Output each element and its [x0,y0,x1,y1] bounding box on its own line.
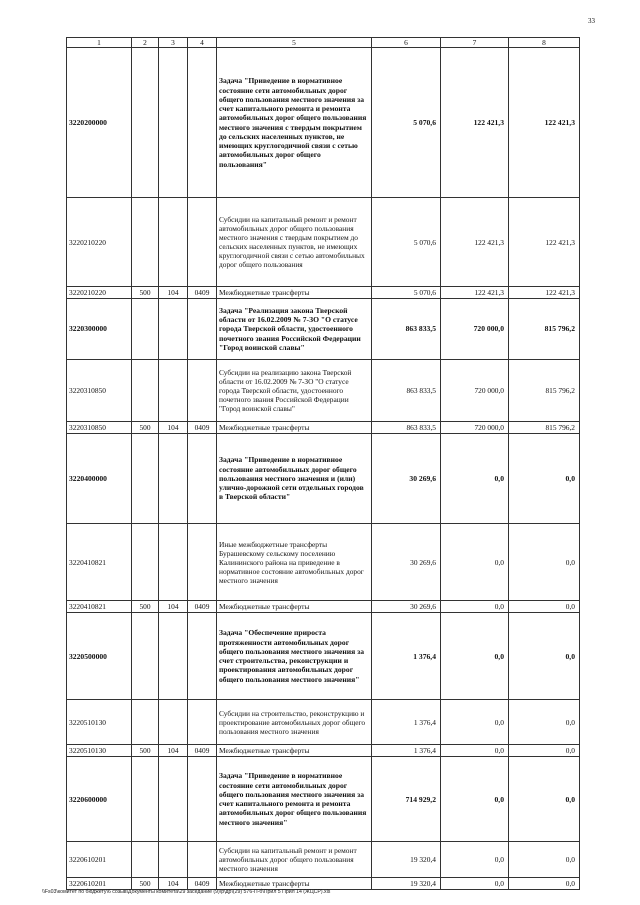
amount-col6-cell: 863 833,5 [372,299,441,360]
amount-col8-cell: 122 421,3 [509,198,580,287]
amount-col6-cell: 30 269,6 [372,524,441,601]
amount-col8-cell: 122 421,3 [509,287,580,299]
section-cell: 104 [159,422,188,434]
section-cell: 104 [159,287,188,299]
budget-code-cell: 3220410821 [67,601,132,613]
amount-col6-cell: 30 269,6 [372,601,441,613]
expense-type-cell [132,434,159,524]
amount-col8-cell: 0,0 [509,757,580,842]
amount-col6-cell: 19 320,4 [372,878,441,890]
amount-col6-cell: 1 376,4 [372,613,441,700]
column-header: 3 [159,38,188,48]
subsection-cell [188,198,217,287]
amount-col8-cell: 0,0 [509,878,580,890]
budget-code-cell: 3220210220 [67,198,132,287]
expense-type-cell [132,757,159,842]
column-header: 6 [372,38,441,48]
expense-type-cell [132,299,159,360]
page-number: 33 [588,17,595,25]
section-cell [159,434,188,524]
description-cell: Межбюджетные трансферты [217,422,372,434]
description-cell: Субсидии на строительство, реконструкцию и проектирование автомобильных дорог общего пользования местного значения [217,700,372,745]
subsidy-row [67,524,580,601]
subsection-cell: 0409 [188,422,217,434]
amount-col8-cell: 815 796,2 [509,299,580,360]
column-header-row [67,38,580,48]
budget-code-cell: 3220510130 [67,700,132,745]
expense-type-cell [132,524,159,601]
column-header: 2 [132,38,159,48]
section-cell [159,700,188,745]
section-cell: 104 [159,745,188,757]
expense-type-cell [132,198,159,287]
amount-col8-cell: 0,0 [509,745,580,757]
amount-col7-cell: 0,0 [441,700,509,745]
subsection-cell [188,524,217,601]
budget-code-cell: 3220300000 [67,299,132,360]
amount-col8-cell: 0,0 [509,842,580,878]
budget-code-cell: 3220310850 [67,422,132,434]
amount-col8-cell: 122 421,3 [509,48,580,198]
amount-col7-cell: 122 421,3 [441,198,509,287]
subsection-cell [188,299,217,360]
section-cell: 104 [159,601,188,613]
column-header: 7 [441,38,509,48]
section-cell [159,757,188,842]
amount-col6-cell: 19 320,4 [372,842,441,878]
amount-col7-cell: 0,0 [441,434,509,524]
expense-type-cell [132,360,159,422]
amount-col8-cell: 0,0 [509,613,580,700]
budget-code-cell: 3220200000 [67,48,132,198]
subsection-cell [188,48,217,198]
column-header: 5 [217,38,372,48]
amount-col6-cell: 863 833,5 [372,360,441,422]
amount-col8-cell: 815 796,2 [509,422,580,434]
transfer-row [67,878,580,890]
description-cell: Задача "Приведение в нормативное состояние автомобильных дорог общего пользования местного значения и (или) улично-дорожной сети отдельных городов в Тверской области" [217,434,372,524]
transfer-row [67,745,580,757]
amount-col7-cell: 720 000,0 [441,360,509,422]
amount-col8-cell: 815 796,2 [509,360,580,422]
section-cell [159,299,188,360]
expense-type-cell: 500 [132,878,159,890]
budget-code-cell: 3220410821 [67,524,132,601]
budget-code-cell: 3220310850 [67,360,132,422]
subsidy-row [67,700,580,745]
amount-col7-cell: 0,0 [441,842,509,878]
section-cell [159,360,188,422]
budget-code-cell: 3220400000 [67,434,132,524]
description-cell: Задача "Приведение в нормативное состояние сети автомобильных дорог общего пользования местного значения за счет капитального ремонта и ремонта автомобильных дорог общего пользования местного значения с твердым покрытием до сельских населенных пунктов, не имеющих круглогодичной связи с сетью автомобильных дорог общего пользования" [217,48,372,198]
section-cell [159,48,188,198]
subsection-cell: 0409 [188,878,217,890]
expense-type-cell [132,613,159,700]
column-header: 4 [188,38,217,48]
subsection-cell: 0409 [188,601,217,613]
task-row [67,299,580,360]
amount-col6-cell: 5 070,6 [372,48,441,198]
task-row [67,757,580,842]
transfer-row [67,601,580,613]
description-cell: Субсидии на реализацию закона Тверской области от 16.02.2009 № 7-ЗО "О статусе города Тверской области, удостоенного почетного звания Российской Федерации "Город воинской славы" [217,360,372,422]
description-cell: Иные межбюджетные трансферты Бурашевскому сельскому поселению Калининского района на приведение в нормативное состояние автомобильных дорог местного значения [217,524,372,601]
amount-col7-cell: 720 000,0 [441,299,509,360]
subsidy-row [67,842,580,878]
subsection-cell [188,360,217,422]
section-cell [159,524,188,601]
budget-code-cell: 3220510130 [67,745,132,757]
description-cell: Межбюджетные трансферты [217,601,372,613]
amount-col6-cell: 1 376,4 [372,700,441,745]
budget-code-cell: 3220500000 [67,613,132,700]
budget-table [66,37,580,890]
expense-type-cell: 500 [132,287,159,299]
section-cell: 104 [159,878,188,890]
amount-col7-cell: 122 421,3 [441,287,509,299]
amount-col6-cell: 5 070,6 [372,198,441,287]
amount-col7-cell: 0,0 [441,878,509,890]
task-row [67,434,580,524]
expense-type-cell: 500 [132,422,159,434]
description-cell: Межбюджетные трансферты [217,287,372,299]
file-path-footer: \\Fs03\комитет по бюджету\6 созыв\Документы комитета\29 заседание (9)\р\др\(29) 576-П-б\Прил 5 Прил 14 (ЖЦСР).xls [42,889,331,895]
expense-type-cell [132,700,159,745]
subsidy-row [67,198,580,287]
section-cell [159,842,188,878]
budget-code-cell: 3220210220 [67,287,132,299]
amount-col7-cell: 0,0 [441,757,509,842]
column-header: 8 [509,38,580,48]
amount-col6-cell: 30 269,6 [372,434,441,524]
amount-col6-cell: 863 833,5 [372,422,441,434]
amount-col8-cell: 0,0 [509,524,580,601]
expense-type-cell [132,48,159,198]
amount-col7-cell: 720 000,0 [441,422,509,434]
amount-col7-cell: 0,0 [441,524,509,601]
amount-col6-cell: 1 376,4 [372,745,441,757]
subsection-cell [188,700,217,745]
transfer-row [67,287,580,299]
subsection-cell [188,434,217,524]
amount-col7-cell: 0,0 [441,745,509,757]
description-cell: Задача "Обеспечение прироста протяженности автомобильных дорог общего пользования местного значения за счет строительства, реконструкции и проектирования автомобильных дорог общего пользования местного значения" [217,613,372,700]
amount-col6-cell: 714 929,2 [372,757,441,842]
amount-col7-cell: 122 421,3 [441,48,509,198]
task-row [67,613,580,700]
section-cell [159,613,188,700]
subsection-cell: 0409 [188,287,217,299]
description-cell: Субсидии на капитальный ремонт и ремонт автомобильных дорог общего пользования местного значения [217,842,372,878]
amount-col6-cell: 5 070,6 [372,287,441,299]
expense-type-cell [132,842,159,878]
amount-col8-cell: 0,0 [509,601,580,613]
description-cell: Межбюджетные трансферты [217,745,372,757]
expense-type-cell: 500 [132,601,159,613]
subsection-cell: 0409 [188,745,217,757]
budget-code-cell: 3220610201 [67,878,132,890]
expense-type-cell: 500 [132,745,159,757]
transfer-row [67,422,580,434]
amount-col7-cell: 0,0 [441,613,509,700]
description-cell: Субсидии на капитальный ремонт и ремонт автомобильных дорог общего пользования местного значения с твердым покрытием до сельских населенных пунктов, не имеющих круглогодичной связи с сетью автомобильных дорог общего пользования [217,198,372,287]
subsection-cell [188,613,217,700]
budget-code-cell: 3220610201 [67,842,132,878]
subsidy-row [67,360,580,422]
task-row [67,48,580,198]
subsection-cell [188,757,217,842]
budget-code-cell: 3220600000 [67,757,132,842]
description-cell: Задача "Реализация закона Тверской области от 16.02.2009 № 7-ЗО "О статусе города Тверской области, удостоенного почетного звания Российской Федерации "Город воинской славы" [217,299,372,360]
description-cell: Межбюджетные трансферты [217,878,372,890]
description-cell: Задача "Приведение в нормативное состояние сети автомобильных дорог общего пользования местного значения за счет капитального ремонта и ремонта автомобильных дорог общего пользования местного значения" [217,757,372,842]
amount-col8-cell: 0,0 [509,434,580,524]
subsection-cell [188,842,217,878]
column-header: 1 [67,38,132,48]
amount-col7-cell: 0,0 [441,601,509,613]
section-cell [159,198,188,287]
amount-col8-cell: 0,0 [509,700,580,745]
